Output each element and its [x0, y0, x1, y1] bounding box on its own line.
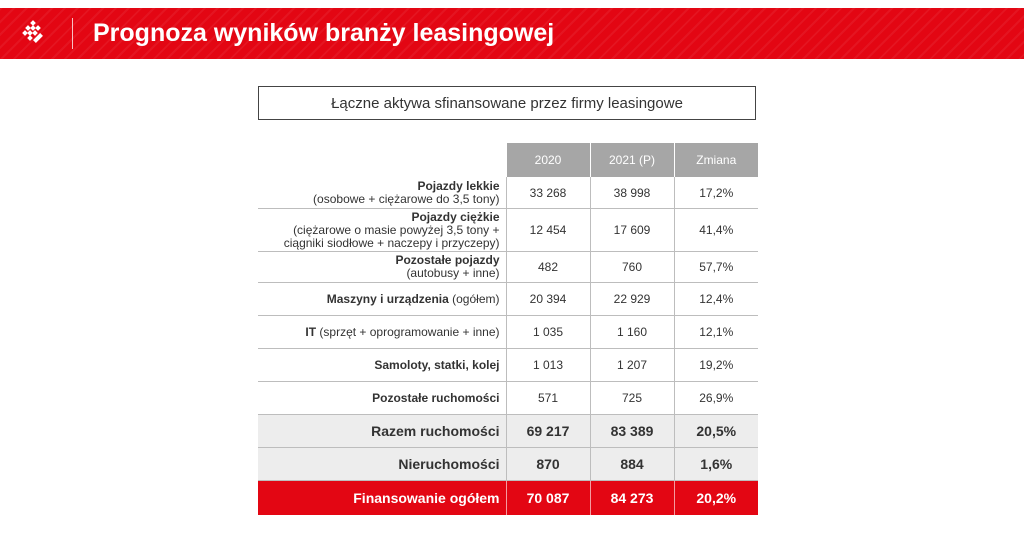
cell-2021: 83 389 — [590, 415, 674, 448]
table-header-row — [258, 143, 758, 177]
diamond-grid-logo-icon — [22, 20, 46, 44]
total-row — [258, 481, 758, 516]
table-row — [258, 209, 758, 252]
cell-2021: 760 — [590, 252, 674, 283]
cell-2020: 571 — [506, 382, 590, 415]
header-bar — [0, 8, 1024, 59]
table-row — [258, 382, 758, 415]
cell-2020: 33 268 — [506, 177, 590, 209]
row-label: Pojazdy ciężkie (ciężarowe o masie powyżej 3,5 tony + ciągniki siodłowe + naczepy i przyczepy) — [258, 209, 506, 252]
cell-2020: 12 454 — [506, 209, 590, 252]
subtotal-row — [258, 415, 758, 448]
cell-2020: 1 013 — [506, 349, 590, 382]
cell-2021: 1 207 — [590, 349, 674, 382]
cell-2020: 870 — [506, 448, 590, 481]
cell-2021: 22 929 — [590, 283, 674, 316]
cell-2021: 38 998 — [590, 177, 674, 209]
column-header-2021: 2021 (P) — [590, 143, 674, 177]
table-row — [258, 283, 758, 316]
table-subtitle-text: Łączne aktywa sfinansowane przez firmy leasingowe — [331, 94, 683, 112]
cell-2021: 725 — [590, 382, 674, 415]
table-subtitle — [258, 86, 756, 120]
row-label: Pozostałe pojazdy (autobusy + inne) — [258, 252, 506, 283]
cell-change: 20,5% — [674, 415, 758, 448]
cell-change: 12,1% — [674, 316, 758, 349]
subtotal-row — [258, 448, 758, 481]
row-label: Pojazdy lekkie (osobowe + ciężarowe do 3,5 tony) — [258, 177, 506, 209]
table-row — [258, 349, 758, 382]
page-title: Prognoza wyników branży leasingowej — [93, 19, 555, 47]
table-row — [258, 177, 758, 209]
row-label: Nieruchomości — [258, 448, 506, 481]
row-label: Maszyny i urządzenia (ogółem) — [258, 283, 506, 316]
cell-change: 41,4% — [674, 209, 758, 252]
cell-2020: 69 217 — [506, 415, 590, 448]
cell-2020: 1 035 — [506, 316, 590, 349]
cell-change: 12,4% — [674, 283, 758, 316]
cell-change: 26,9% — [674, 382, 758, 415]
cell-2021: 17 609 — [590, 209, 674, 252]
row-label: Samoloty, statki, kolej — [258, 349, 506, 382]
leasing-forecast-table — [258, 143, 758, 515]
cell-change: 1,6% — [674, 448, 758, 481]
row-label: Finansowanie ogółem — [258, 481, 506, 516]
row-label: Pozostałe ruchomości — [258, 382, 506, 415]
column-header-change: Zmiana — [674, 143, 758, 177]
header-blank-cell — [258, 143, 506, 177]
cell-2020: 482 — [506, 252, 590, 283]
cell-2021: 884 — [590, 448, 674, 481]
table-row — [258, 252, 758, 283]
column-header-2020: 2020 — [506, 143, 590, 177]
cell-2020: 70 087 — [506, 481, 590, 516]
cell-change: 57,7% — [674, 252, 758, 283]
cell-change: 19,2% — [674, 349, 758, 382]
cell-change: 17,2% — [674, 177, 758, 209]
cell-2021: 1 160 — [590, 316, 674, 349]
table-row — [258, 316, 758, 349]
row-label: IT (sprzęt + oprogramowanie + inne) — [258, 316, 506, 349]
cell-2020: 20 394 — [506, 283, 590, 316]
header-divider — [72, 18, 73, 49]
row-label: Razem ruchomości — [258, 415, 506, 448]
cell-change: 20,2% — [674, 481, 758, 516]
cell-2021: 84 273 — [590, 481, 674, 516]
